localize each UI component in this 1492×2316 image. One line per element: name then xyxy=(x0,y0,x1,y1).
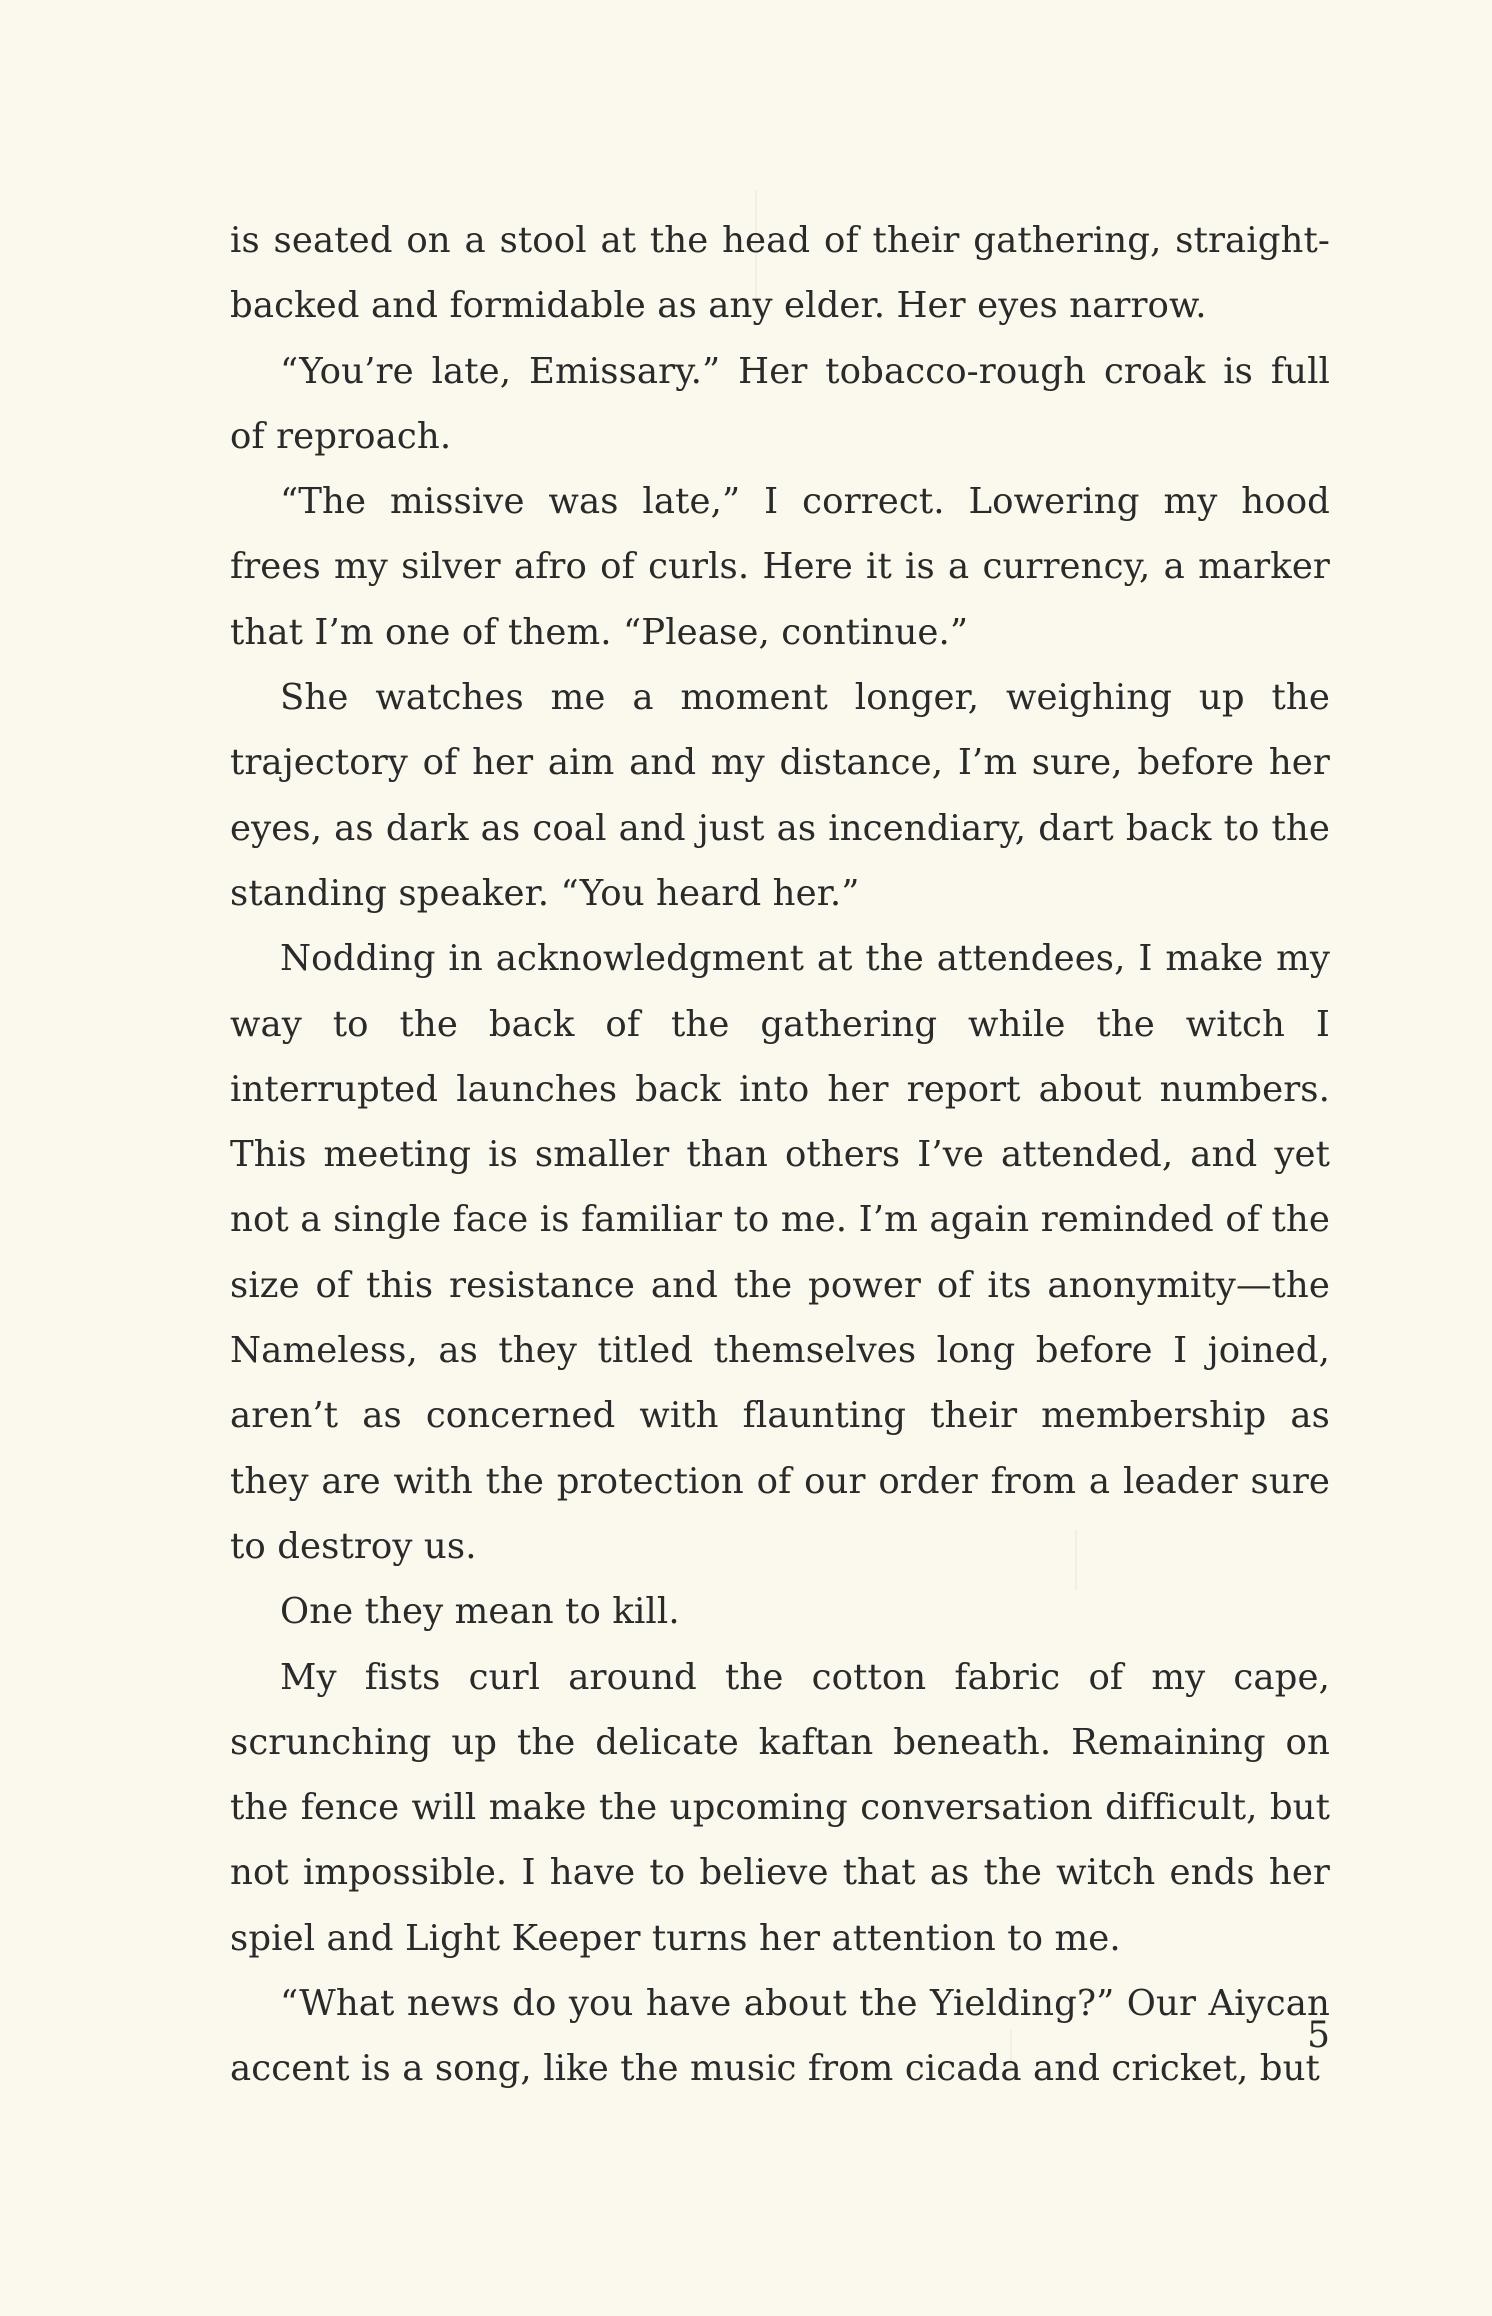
paragraph-3: “The missive was late,” I correct. Lowering my hood frees my silver afro of curls. Here it is a currency, a marker that I’m one of them. “Please, continue.” xyxy=(230,481,1330,653)
paragraph-8: “What news do you have about the Yielding?” Our Aiycan accent is a song, like the music from cicada and cricket, but xyxy=(230,1983,1330,2090)
paragraph-6: One they mean to kill. xyxy=(280,1591,680,1633)
paragraph-1: is seated on a stool at the head of their gathering, straight-backed and formidable as any elder. Her eyes narrow. xyxy=(230,220,1330,327)
paragraph-5: Nodding in acknowledgment at the attendees, I make my way to the back of the gathering while the witch I interrupted launches back into her report about numbers. This meeting is smaller than others I’ve attended, and yet not a single face is familiar to me. I’m again reminded of the size of this resistance and the power of its anonymity—the Nameless, as they titled themselves long before I joined, aren’t as concerned with flaunting their membership as they are with the protection of our order from a leader sure to destroy us. xyxy=(230,938,1330,1567)
page-number: 5 xyxy=(1307,2015,1330,2056)
body-text xyxy=(230,208,1330,2102)
paragraph-4: She watches me a moment longer, weighing up the trajectory of her aim and my distance, I’m sure, before her eyes, as dark as coal and just as incendiary, dart back to the standing speaker. “You heard her.” xyxy=(230,677,1330,914)
paragraph-2: “You’re late, Emissary.” Her tobacco-rough croak is full of reproach. xyxy=(230,350,1330,457)
paragraph-7: My fists curl around the cotton fabric of my cape, scrunching up the delicate kaftan beneath. Remaining on the fence will make the upcoming conversation difficult, but not impossible. I have to believe that as the witch ends her spiel and Light Keeper turns her attention to me. xyxy=(230,1656,1330,1959)
